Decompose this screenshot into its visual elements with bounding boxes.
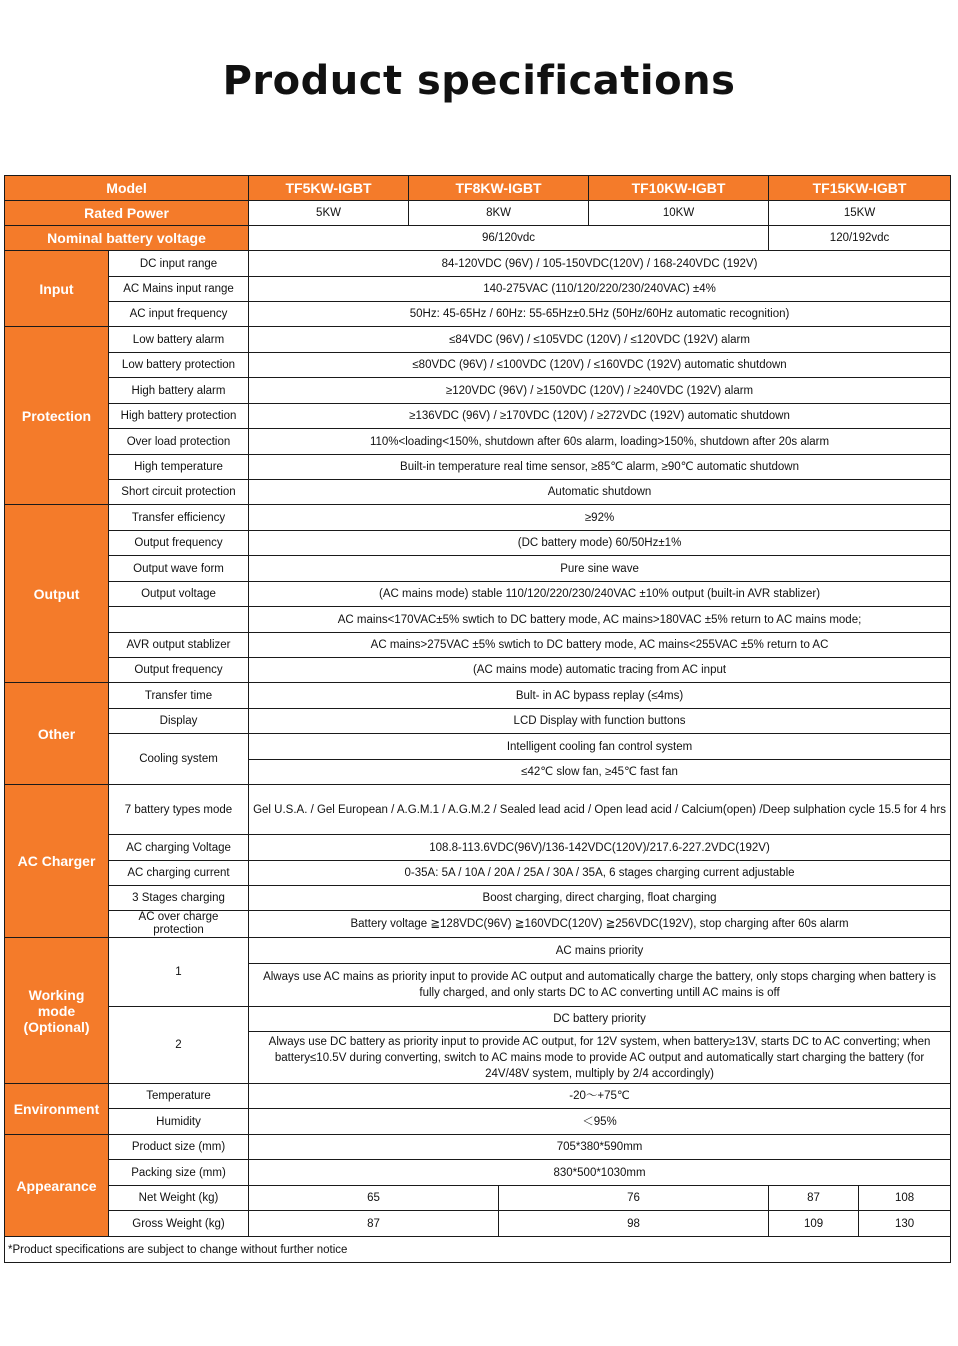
param-label: Low battery protection (109, 353, 249, 378)
param-value: 0-35A: 5A / 10A / 20A / 25A / 30A / 35A, 6 stages charging current adjustable (249, 861, 951, 886)
rated-power-label: Rated Power (5, 201, 249, 226)
param-value: Automatic shutdown (249, 480, 951, 505)
rated-power-value: 10KW (589, 201, 769, 226)
section-ac-charger: AC Charger (5, 785, 109, 938)
param-value: -20～+75℃ (249, 1084, 951, 1109)
table-row (5, 505, 951, 531)
param-value: Intelligent cooling fan control system (249, 734, 951, 760)
param-value: ≤80VDC (96V) / ≤100VDC (120V) / ≤160VDC (192V) automatic shutdown (249, 353, 951, 378)
param-value: Gel U.S.A. / Gel European / A.G.M.1 / A.G.M.2 / Sealed lead acid / Open lead acid / Calcium(open) /Deep sulphation cycle 15.5 for 4 hrs (249, 785, 951, 835)
param-value: LCD Display with function buttons (249, 709, 951, 734)
nominal-battery-value: 96/120vdc (249, 226, 769, 251)
param-value: (AC mains mode) stable 110/120/220/230/240VAC ±10% output (built-in AVR stablizer) (249, 582, 951, 607)
param-label: Low battery alarm (109, 327, 249, 353)
weight-value: 109 (769, 1211, 859, 1237)
table-row (5, 404, 951, 429)
param-label: High temperature (109, 455, 249, 480)
rated-power-value: 5KW (249, 201, 409, 226)
rated-power-row (5, 201, 951, 226)
param-label: DC input range (109, 251, 249, 277)
table-row (5, 302, 951, 327)
weight-value: 108 (859, 1186, 951, 1211)
param-label: Net Weight (kg) (109, 1186, 249, 1211)
table-row (5, 633, 951, 658)
mode-title: AC mains priority (249, 938, 951, 964)
section-protection: Protection (5, 327, 109, 505)
param-label: Transfer time (109, 683, 249, 709)
mode-description: Always use DC battery as priority input to provide AC output, for 12V system, when battery≥13V, starts DC to AC converting; when battery≤10.5V during converting, switch to AC mains mode to provide AC output and automatically start charging the battery (for 24V/48V system, multiply by 2/4 accordingly) (249, 1032, 951, 1084)
param-value: AC mains<170VAC±5% swtich to DC battery mode, AC mains>180VAC ±5% return to AC mains mode; (249, 607, 951, 633)
table-row (5, 556, 951, 582)
section-environment: Environment (5, 1084, 109, 1135)
table-row (5, 785, 951, 835)
table-row (5, 861, 951, 886)
table-row (5, 429, 951, 455)
param-value: 110%<loading<150%, shutdown after 60s alarm, loading>150%, shutdown after 20s alarm (249, 429, 951, 455)
param-label: Product size (mm) (109, 1135, 249, 1160)
model-tf8kw: TF8KW-IGBT (409, 176, 589, 201)
weight-value: 87 (249, 1211, 499, 1237)
table-row (5, 683, 951, 709)
param-value: ≥92% (249, 505, 951, 531)
param-label: Output frequency (109, 658, 249, 683)
param-label: High battery protection (109, 404, 249, 429)
section-input: Input (5, 251, 109, 327)
mode-number: 2 (109, 1007, 249, 1084)
table-row (5, 353, 951, 378)
table-row (5, 1007, 951, 1032)
param-label: Cooling system (109, 734, 249, 785)
footnote-row (5, 1237, 951, 1263)
rated-power-value: 15KW (769, 201, 951, 226)
model-tf10kw: TF10KW-IGBT (589, 176, 769, 201)
table-row (5, 709, 951, 734)
param-label: Short circuit protection (109, 480, 249, 505)
param-value: Pure sine wave (249, 556, 951, 582)
param-label: AVR output stablizer (109, 633, 249, 658)
param-label: 7 battery types mode (109, 785, 249, 835)
param-label: 3 Stages charging (109, 886, 249, 911)
table-row (5, 1211, 951, 1237)
weight-value: 130 (859, 1211, 951, 1237)
param-value: 140-275VAC (110/120/220/230/240VAC) ±4% (249, 277, 951, 302)
nominal-battery-row (5, 226, 951, 251)
footnote: *Product specifications are subject to change without further notice (5, 1237, 951, 1263)
model-label: Model (5, 176, 249, 201)
table-row (5, 1135, 951, 1160)
param-label: Transfer efficiency (109, 505, 249, 531)
param-label: Output frequency (109, 531, 249, 556)
table-row (5, 378, 951, 404)
weight-value: 87 (769, 1186, 859, 1211)
mode-description: Always use AC mains as priority input to provide AC output and automatically charge the battery, only stops charging when battery is fully charged, and only starts DC to AC converting untill AC mains is off (249, 964, 951, 1007)
nominal-battery-value: 120/192vdc (769, 226, 951, 251)
table-row (5, 251, 951, 277)
table-row (5, 835, 951, 861)
param-label (109, 607, 249, 633)
param-value: 830*500*1030mm (249, 1160, 951, 1186)
param-value: 108.8-113.6VDC(96V)/136-142VDC(120V)/217.6-227.2VDC(192V) (249, 835, 951, 861)
param-label: Packing size (mm) (109, 1160, 249, 1186)
table-row (5, 531, 951, 556)
table-row (5, 327, 951, 353)
param-label: Display (109, 709, 249, 734)
param-value: ＜95% (249, 1109, 951, 1135)
table-row (5, 1109, 951, 1135)
table-row (5, 658, 951, 683)
table-row (5, 1084, 951, 1109)
param-value: Built-in temperature real time sensor, ≥85℃ alarm, ≥90℃ automatic shutdown (249, 455, 951, 480)
table-row (5, 886, 951, 911)
param-value: ≥120VDC (96V) / ≥150VDC (120V) / ≥240VDC (192V) alarm (249, 378, 951, 404)
param-value: 84-120VDC (96V) / 105-150VDC(120V) / 168-240VDC (192V) (249, 251, 951, 277)
param-label: High battery alarm (109, 378, 249, 404)
table-row (5, 582, 951, 607)
weight-value: 98 (499, 1211, 769, 1237)
table-row (5, 607, 951, 633)
param-value: ≤84VDC (96V) / ≤105VDC (120V) / ≤120VDC (192V) alarm (249, 327, 951, 353)
param-value: ≥136VDC (96V) / ≥170VDC (120V) / ≥272VDC (192V) automatic shutdown (249, 404, 951, 429)
table-row (5, 1160, 951, 1186)
param-value: ≤42℃ slow fan, ≥45℃ fast fan (249, 760, 951, 785)
param-label: AC Mains input range (109, 277, 249, 302)
param-label: AC charging current (109, 861, 249, 886)
section-appearance: Appearance (5, 1135, 109, 1237)
param-label: AC input frequency (109, 302, 249, 327)
param-label: Gross Weight (kg) (109, 1211, 249, 1237)
section-output: Output (5, 505, 109, 683)
table-row (5, 1186, 951, 1211)
table-row (5, 734, 951, 760)
mode-title: DC battery priority (249, 1007, 951, 1032)
param-value: Battery voltage ≧128VDC(96V) ≧160VDC(120V) ≧256VDC(192V), stop charging after 60s alarm (249, 911, 951, 938)
model-tf5kw: TF5KW-IGBT (249, 176, 409, 201)
param-label: AC over charge protection (109, 911, 249, 938)
param-label: Humidity (109, 1109, 249, 1135)
page-title: Product specifications (222, 58, 736, 104)
param-value: Boost charging, direct charging, float charging (249, 886, 951, 911)
param-label: Temperature (109, 1084, 249, 1109)
mode-number: 1 (109, 938, 249, 1007)
table-row (5, 911, 951, 938)
table-row (5, 455, 951, 480)
param-value: 50Hz: 45-65Hz / 60Hz: 55-65Hz±0.5Hz (50Hz/60Hz automatic recognition) (249, 302, 951, 327)
param-value: AC mains>275VAC ±5% swtich to DC battery mode, AC mains<255VAC ±5% return to AC (249, 633, 951, 658)
param-label: Over load protection (109, 429, 249, 455)
header-row (5, 176, 951, 201)
section-working-mode: Working mode (Optional) (5, 938, 109, 1084)
param-value: (AC mains mode) automatic tracing from AC input (249, 658, 951, 683)
table-row (5, 938, 951, 964)
param-value: (DC battery mode) 60/50Hz±1% (249, 531, 951, 556)
nominal-battery-label: Nominal battery voltage (5, 226, 249, 251)
weight-value: 65 (249, 1186, 499, 1211)
param-value: Bult- in AC bypass replay (≤4ms) (249, 683, 951, 709)
spec-table (4, 175, 951, 1263)
section-other: Other (5, 683, 109, 785)
model-tf15kw: TF15KW-IGBT (769, 176, 951, 201)
table-row (5, 277, 951, 302)
rated-power-value: 8KW (409, 201, 589, 226)
param-label: AC charging Voltage (109, 835, 249, 861)
weight-value: 76 (499, 1186, 769, 1211)
param-label: Output voltage (109, 582, 249, 607)
param-value: 705*380*590mm (249, 1135, 951, 1160)
table-row (5, 480, 951, 505)
param-label: Output wave form (109, 556, 249, 582)
